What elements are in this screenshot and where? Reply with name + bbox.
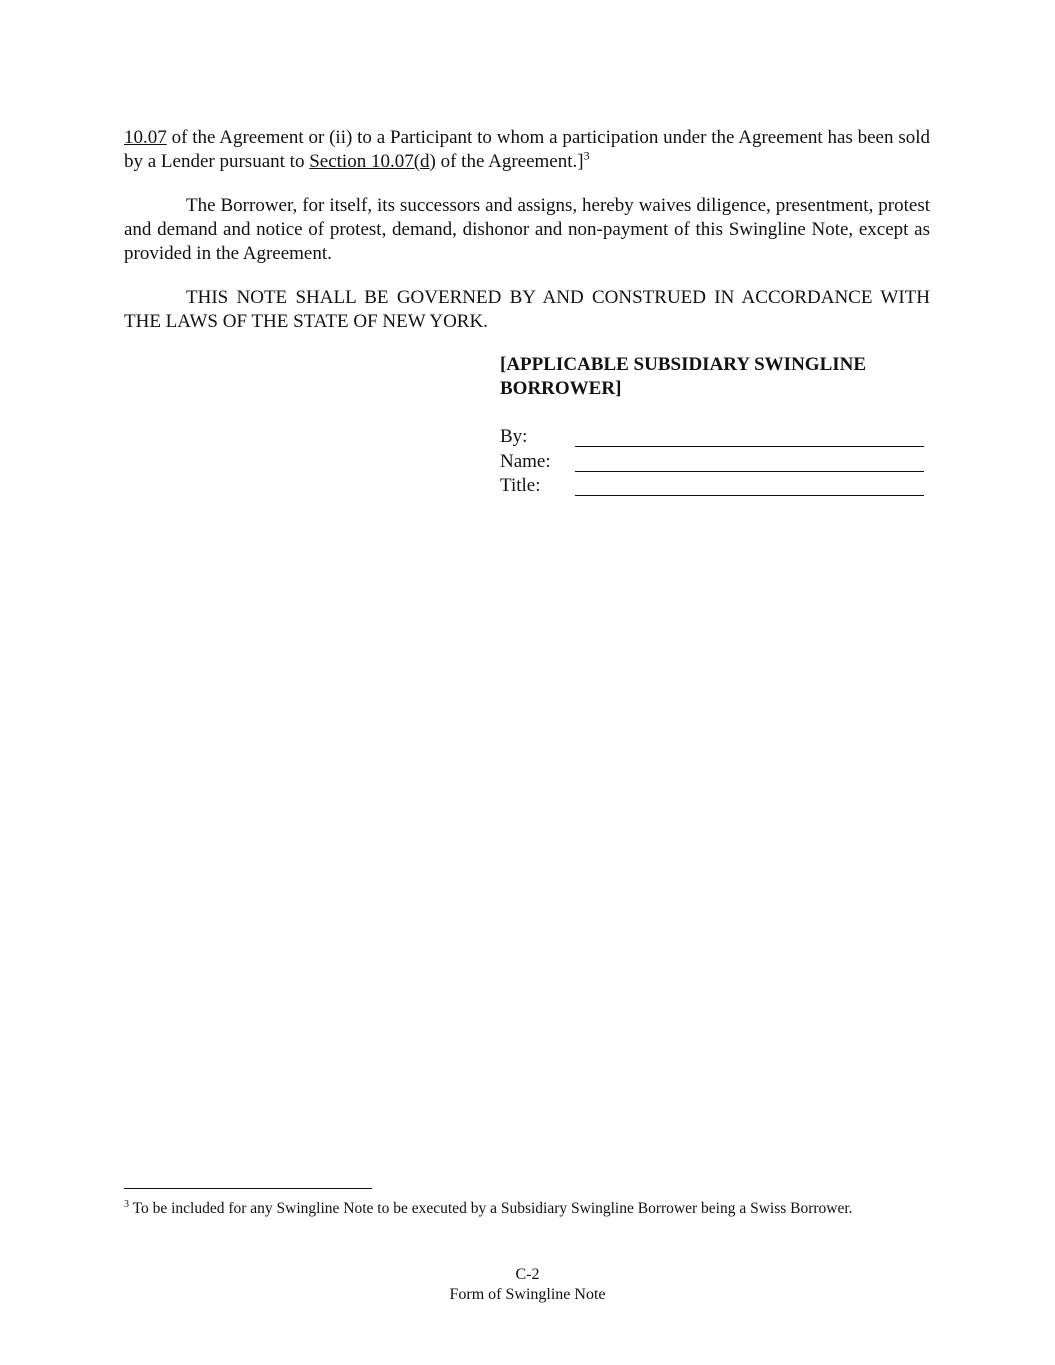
signature-label: Title:	[500, 475, 541, 496]
paragraph-text: of the Agreement.]	[435, 151, 584, 172]
footnote-text: To be included for any Swingline Note to be executed by a Subsidiary Swingline Borrower being a Swiss Borrower.	[129, 1200, 853, 1217]
footnote-separator	[124, 1188, 372, 1189]
signature-label: By:	[500, 426, 528, 447]
paragraph-text: of the Agreement or (ii) to a Participant to whom a participation under the Agreement has been sold by a Lender pursuant to	[124, 127, 930, 172]
signature-heading-line: [APPLICABLE SUBSIDIARY SWINGLINE	[500, 354, 867, 375]
signature-line[interactable]	[575, 471, 924, 472]
signature-label: Name:	[500, 450, 551, 472]
signature-line[interactable]	[575, 446, 924, 447]
paragraph-continuation	[124, 126, 930, 174]
section-reference: Section 10.07(d)	[309, 151, 436, 172]
footer-form-title: Form of Swingline Note	[449, 1286, 606, 1303]
footnote-marker: 3	[124, 1198, 129, 1210]
signature-line[interactable]	[575, 495, 924, 496]
signature-heading-line: BORROWER]	[500, 378, 622, 399]
signature-field-name	[500, 450, 930, 475]
footnote-marker: 3	[583, 148, 590, 163]
governing-law-paragraph: THIS NOTE SHALL BE GOVERNED BY AND CONSTRUED IN ACCORDANCE WITH THE LAWS OF THE STATE OF NEW YORK.	[124, 287, 930, 332]
signature-field-by	[500, 425, 930, 450]
signature-heading	[500, 353, 930, 401]
signature-block	[500, 353, 930, 499]
section-reference: 10.07	[124, 127, 167, 148]
waiver-paragraph: The Borrower, for itself, its successors and assigns, hereby waives diligence, presentment, protest and demand and notice of protest, demand, dishonor and non-payment of this Swingline Note, except as provided in the Agreement.	[124, 195, 930, 264]
footnote	[124, 1198, 884, 1220]
signature-fields	[500, 425, 930, 499]
signature-field-title	[500, 474, 930, 499]
page-number: C-2	[515, 1266, 540, 1283]
